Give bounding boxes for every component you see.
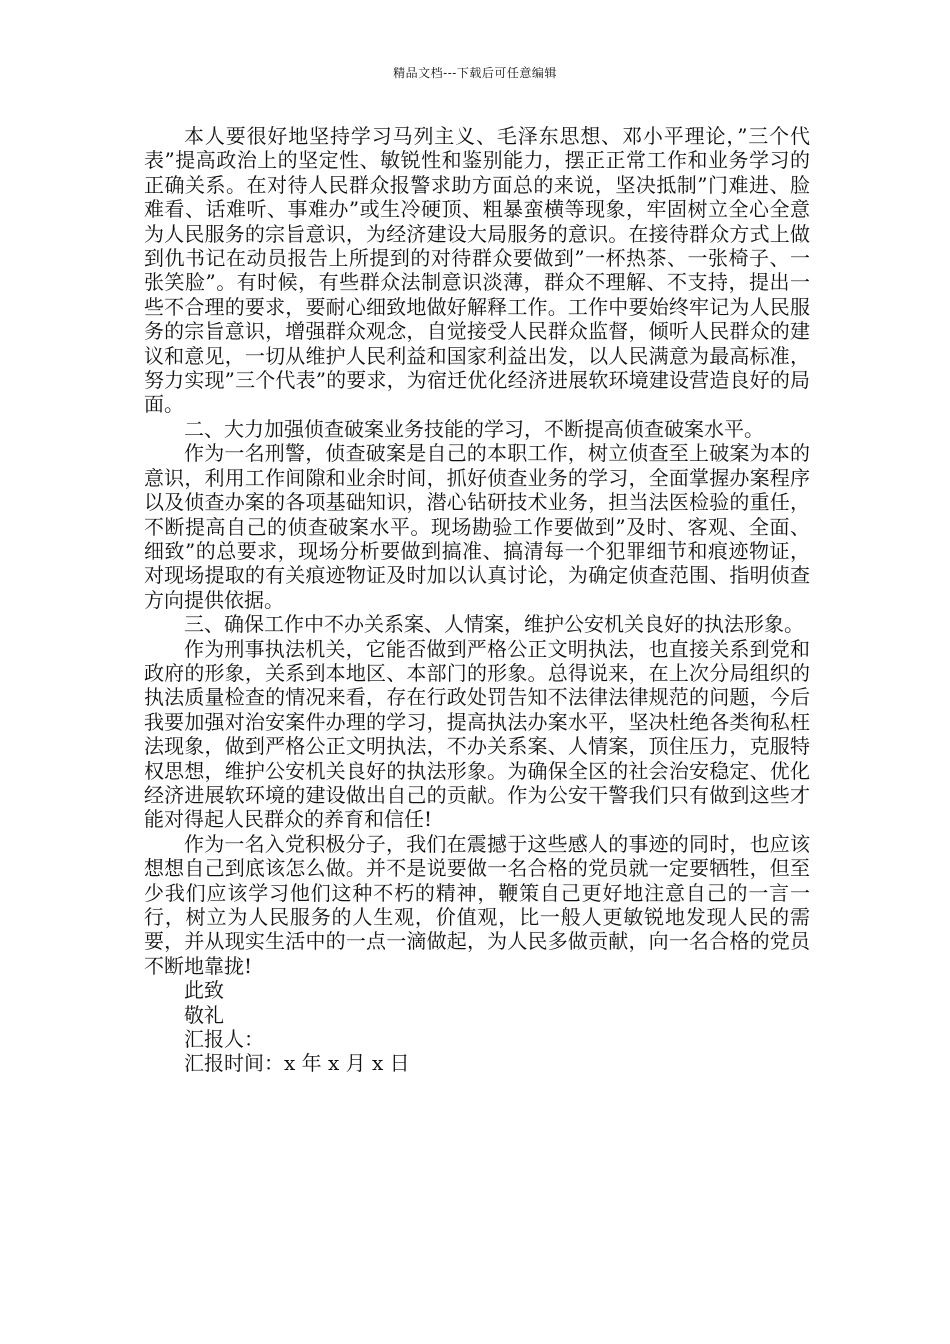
closing-regards: 敬礼 <box>184 1002 224 1027</box>
paragraph-investigation-work: 作为一名刑警，侦查破案是自己的本职工作，树立侦查至上破案为本的意识，利用工作间隙和业余时间，抓好侦查业务的学习，全面掌握办案程序以及侦查办案的各项基础知识，潜心钻研技术业务，担当法医检验的重任，不断提高自己的侦查破案水平。现场勘验工作要做到”及时、客观、全面、细致”的总要求，现场分析要做到搞准、搞清每一个犯罪细节和痕迹物证，对现场提取的有关痕迹物证及时加以认真讨论，为确定侦查范围、指明侦查方向提供依据。 <box>144 441 810 612</box>
page-header: 精品文档---下载后可任意编辑 <box>393 66 557 80</box>
document-body <box>144 124 810 1076</box>
paragraph-political-study: 本人要很好地坚持学习马列主义、毛泽东思想、邓小平理论，”三个代表”提高政治上的坚定性、敏锐性和鉴别能力，摆正正常工作和业务学习的正确关系。在对待人民群众报警求助方面总的来说，坚决抵制”门难进、脸难看、话难听、事难办”或生冷硬顶、粗暴蛮横等现象，牢固树立全心全意为人民服务的宗旨意识，为经济建设大局服务的意识。在接待群众方式上做到仇书记在动员报告上所提到的对待群众要做到”一杯热茶、一张椅子、一张笑脸”。有时候，有些群众法制意识淡薄，群众不理解、不支持，提出一些不合理的要求，要耐心细致地做好解释工作。工作中要始终牢记为人民服务的宗旨意识，增强群众观念，自觉接受人民群众监督，倾听人民群众的建议和意见，一切从维护人民利益和国家利益出发，以人民满意为最高标准，努力实现”三个代表”的要求，为宿迁优化经济进展软环境建设营造良好的局面。 <box>144 124 810 417</box>
closing-salutation: 此致 <box>184 978 224 1003</box>
report-date: 汇报时间：x 年 x 月 x 日 <box>184 1051 410 1076</box>
section-heading-law-enforcement-image: 三、确保工作中不办关系案、人情案，维护公安机关良好的执法形象。 <box>184 612 804 637</box>
section-heading-investigation-skills: 二、大力加强侦查破案业务技能的学习，不断提高侦查破案水平。 <box>184 416 764 441</box>
reporter-label: 汇报人： <box>184 1027 264 1052</box>
paragraph-law-enforcement: 作为刑事执法机关，它能否做到严格公正文明执法，也直接关系到党和政府的形象，关系到本地区、本部门的形象。总得说来，在上次分局组织的执法质量检查的情况来看，存在行政处罚告知不法律法律规范的问题，今后我要加强对治安案件办理的学习，提高执法办案水平，坚决杜绝各类徇私枉法现象，做到严格公正文明执法，不办关系案、人情案，顶住压力，克服特权思想，维护公安机关良好的执法形象。为确保全区的社会治安稳定、优化经济进展软环境的建设做出自己的贡献。作为公安干警我们只有做到这些才能对得起人民群众的养育和信任! <box>144 636 810 832</box>
paragraph-party-activist: 作为一名入党积极分子，我们在震撼于这些感人的事迹的同时，也应该想想自己到底该怎么做。并不是说要做一名合格的党员就一定要牺牲，但至少我们应该学习他们这种不朽的精神，鞭策自己更好地注意自己的一言一行，树立为人民服务的人生观，价值观，比一般人更敏锐地发现人民的需要，并从现实生活中的一点一滴做起，为人民多做贡献，向一名合格的党员不断地靠拢! <box>144 831 810 978</box>
